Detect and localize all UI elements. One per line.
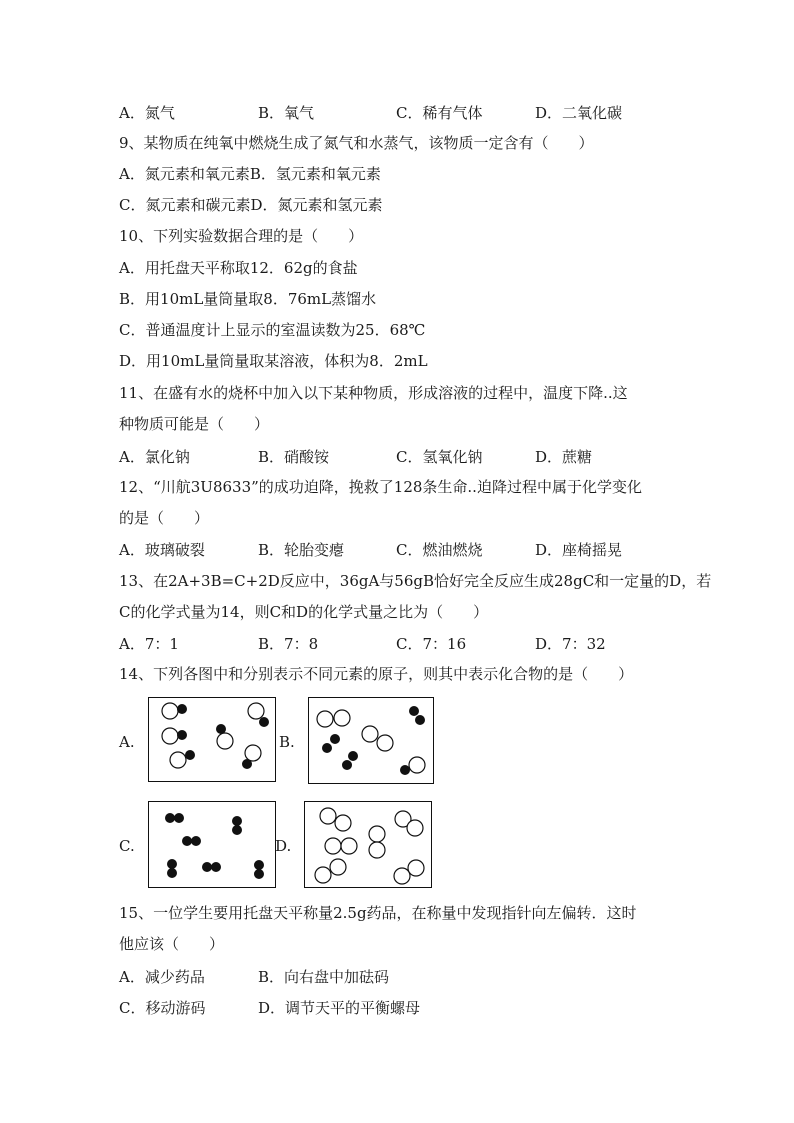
q13-stem-line2: C的化学式量为14，则C和D的化学式量之比为（ ） xyxy=(119,603,489,621)
black-atom xyxy=(259,717,269,727)
white-atom xyxy=(315,867,331,883)
q9-stem: 9、某物质在纯氧中燃烧生成了氮气和水蒸气，该物质一定含有（ ） xyxy=(119,134,594,152)
q14-figure-a-diagram xyxy=(149,698,274,780)
black-atom xyxy=(254,869,264,879)
black-atom xyxy=(202,862,212,872)
white-atom xyxy=(325,838,341,854)
q14-figure-c-label: C. xyxy=(119,837,135,855)
q8-option-a: A．氮气 xyxy=(119,104,175,122)
black-atom xyxy=(182,836,192,846)
black-atom xyxy=(342,760,352,770)
q10-option-c: C．普通温度计上显示的室温读数为25．68℃ xyxy=(119,321,426,339)
black-atom xyxy=(167,868,177,878)
q14-figure-d-diagram xyxy=(305,802,430,886)
black-atom xyxy=(409,706,419,716)
q8-option-d: D．二氧化碳 xyxy=(535,104,623,122)
white-atom xyxy=(377,735,393,751)
white-atom xyxy=(162,728,178,744)
white-atom xyxy=(330,859,346,875)
white-atom xyxy=(317,711,333,727)
q12-stem-line2: 的是（ ） xyxy=(119,509,210,527)
q15-stem-line2: 他应该（ ） xyxy=(119,935,225,953)
black-atom xyxy=(232,816,242,826)
q13-stem-line1: 13、在2A+3B=C+2D反应中，36gA与56gB恰好完全反应生成28gC和一定量的D，若 xyxy=(119,572,712,590)
q11-option-a: A．氯化钠 xyxy=(119,448,190,466)
white-atom xyxy=(320,808,336,824)
black-atom xyxy=(322,743,332,753)
q14-figure-c-diagram xyxy=(149,802,274,886)
black-atom xyxy=(330,734,340,744)
q13-option-c: C．7：16 xyxy=(396,635,467,653)
q11-option-b: B．硝酸铵 xyxy=(258,448,330,466)
q11-option-c: C．氢氧化钠 xyxy=(396,448,483,466)
q14-stem: 14、下列各图中和分别表示不同元素的原子，则其中表示化合物的是（ ） xyxy=(119,665,634,683)
q11-stem-line2: 种物质可能是（ ） xyxy=(119,415,270,433)
black-atom xyxy=(167,859,177,869)
white-atom xyxy=(341,838,357,854)
q13-option-d: D．7：32 xyxy=(535,635,606,653)
black-atom xyxy=(242,759,252,769)
white-atom xyxy=(162,703,178,719)
white-atom xyxy=(394,868,410,884)
white-atom xyxy=(334,710,350,726)
black-atom xyxy=(165,813,175,823)
q10-stem: 10、下列实验数据合理的是（ ） xyxy=(119,227,364,245)
q14-figure-d xyxy=(304,801,432,888)
q14-figure-b xyxy=(308,697,434,784)
white-atom xyxy=(170,752,186,768)
q12-stem-line1: 12、“川航3U8633”的成功迫降，挽救了128条生命..迫降过程中属于化学变化 xyxy=(119,478,642,496)
q14-figure-b-diagram xyxy=(309,698,432,782)
white-atom xyxy=(335,815,351,831)
black-atom xyxy=(211,862,221,872)
q13-option-a: A．7：1 xyxy=(119,635,179,653)
black-atom xyxy=(348,751,358,761)
q11-option-d: D．蔗糖 xyxy=(535,448,593,466)
white-atom xyxy=(409,757,425,773)
q15-option-a: A．减少药品 xyxy=(119,968,205,986)
black-atom xyxy=(191,836,201,846)
q8-option-c: C．稀有气体 xyxy=(396,104,483,122)
q15-stem-line1: 15、一位学生要用托盘天平称量2.5g药品，在称量中发现指针向左偏转．这时 xyxy=(119,904,637,922)
q14-figure-a-label: A. xyxy=(119,733,135,751)
q11-stem-line1: 11、在盛有水的烧杯中加入以下某种物质，形成溶液的过程中，温度下降..这 xyxy=(119,384,628,402)
q15-option-d: D．调节天平的平衡螺母 xyxy=(258,999,421,1017)
q14-figure-a xyxy=(148,697,276,782)
black-atom xyxy=(177,704,187,714)
black-atom xyxy=(254,860,264,870)
white-atom xyxy=(248,703,264,719)
white-atom xyxy=(369,826,385,842)
q10-option-a: A．用托盘天平称取12．62g的食盐 xyxy=(119,259,358,277)
white-atom xyxy=(362,726,378,742)
q8-option-b: B．氧气 xyxy=(258,104,315,122)
white-atom xyxy=(408,860,424,876)
black-atom xyxy=(174,813,184,823)
q12-option-a: A．玻璃破裂 xyxy=(119,541,205,559)
q12-option-d: D．座椅摇晃 xyxy=(535,541,623,559)
white-atom xyxy=(217,733,233,749)
white-atom xyxy=(245,745,261,761)
q14-figure-d-label: D. xyxy=(275,837,292,855)
black-atom xyxy=(415,715,425,725)
white-atom xyxy=(407,820,423,836)
black-atom xyxy=(232,825,242,835)
q13-option-b: B．7：8 xyxy=(258,635,319,653)
white-atom xyxy=(369,842,385,858)
q15-option-b: B．向右盘中加砝码 xyxy=(258,968,390,986)
black-atom xyxy=(400,765,410,775)
q14-figure-b-label: B. xyxy=(279,733,295,751)
black-atom xyxy=(185,750,195,760)
q10-option-b: B．用10mL量筒量取8．76mL蒸馏水 xyxy=(119,290,377,308)
q9-options-row2: C．氮元素和碳元素D．氮元素和氢元素 xyxy=(119,196,383,214)
q10-option-d: D．用10mL量筒量取某溶液，体积为8．2mL xyxy=(119,352,428,370)
q14-figure-c xyxy=(148,801,276,888)
q12-option-b: B．轮胎变瘪 xyxy=(258,541,345,559)
black-atom xyxy=(177,730,187,740)
q15-option-c: C．移动游码 xyxy=(119,999,206,1017)
q9-options-row1: A．氮元素和氧元素B．氢元素和氧元素 xyxy=(119,165,381,183)
q12-option-c: C．燃油燃烧 xyxy=(396,541,483,559)
